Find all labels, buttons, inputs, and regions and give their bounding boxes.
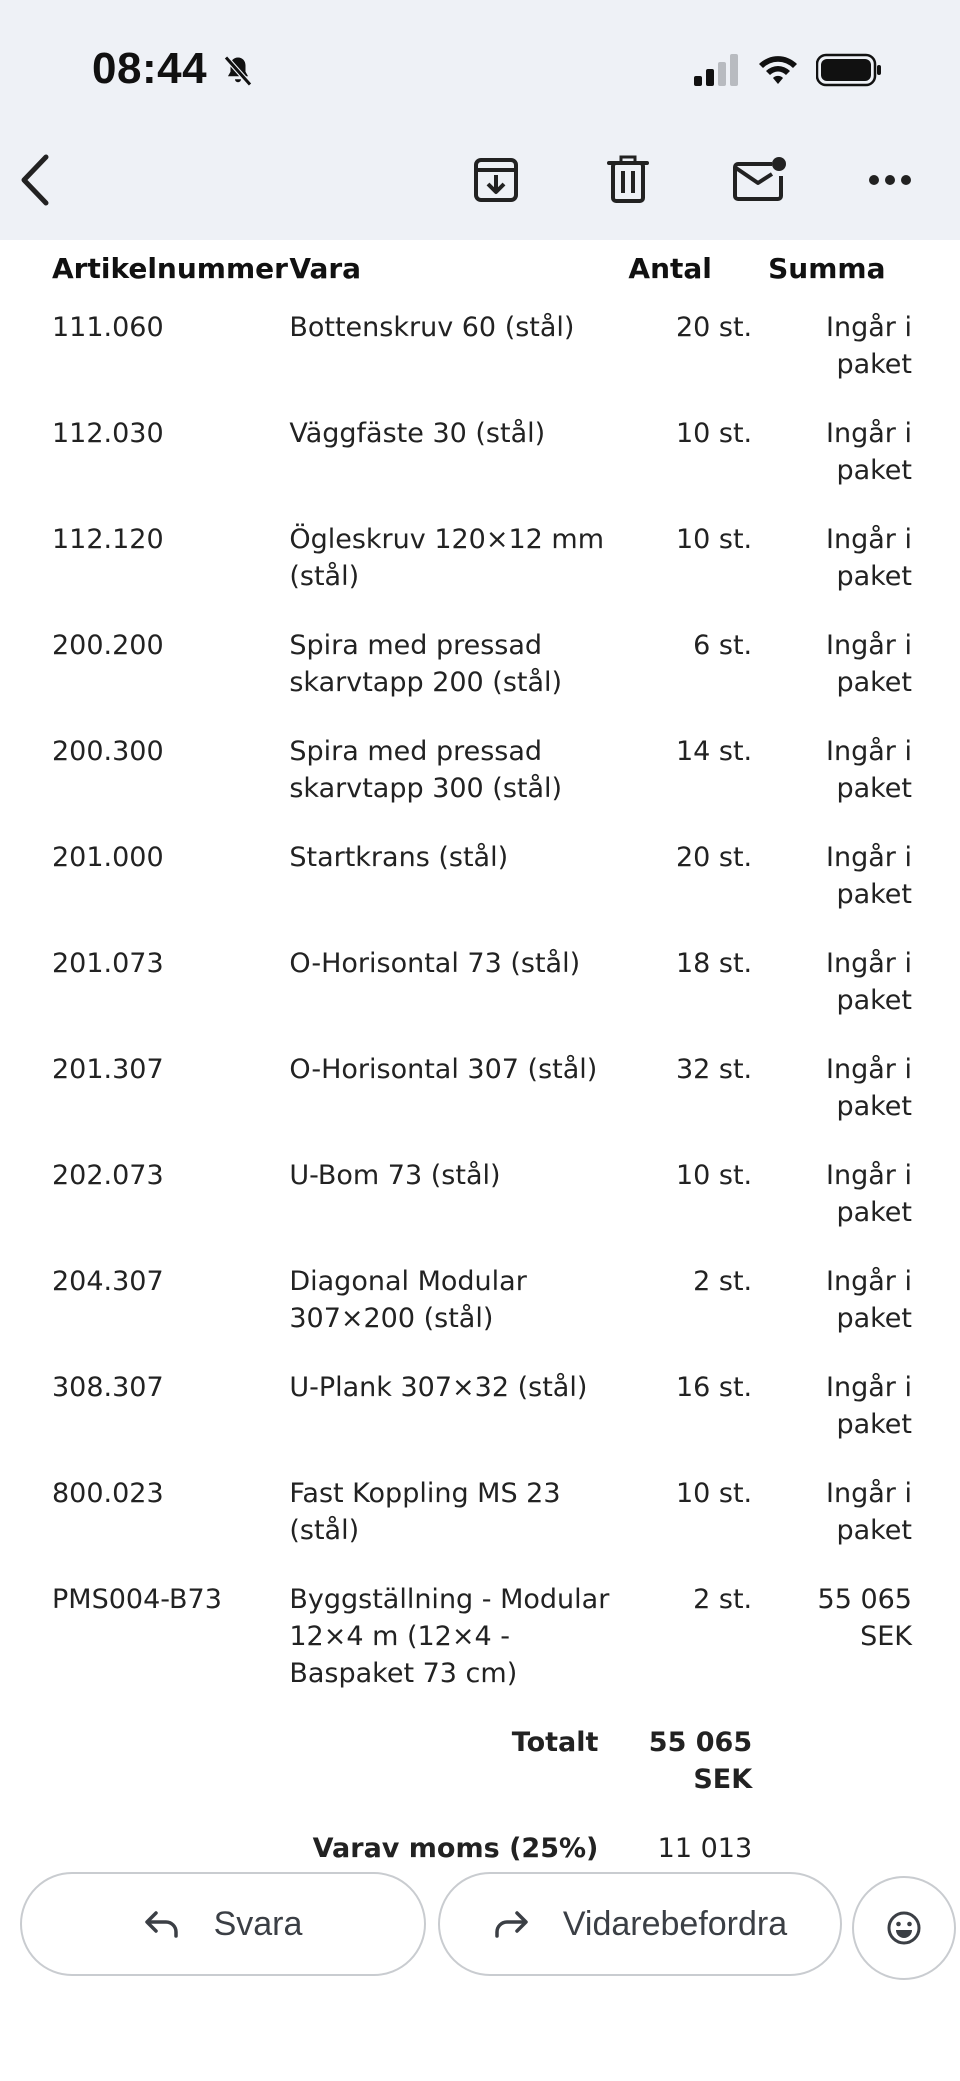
article-number: 111.060 [52, 312, 164, 343]
forward-label: Vidarebefordra [562, 1904, 788, 1943]
sum: Ingår i paket [826, 1054, 912, 1122]
article-number: 112.030 [52, 418, 164, 449]
article-number: 201.073 [52, 948, 164, 979]
trash-icon [606, 155, 650, 205]
delete-button[interactable] [598, 150, 658, 210]
total-row [52, 1718, 912, 1824]
back-button[interactable] [6, 150, 66, 210]
article-number: 201.000 [52, 842, 164, 873]
quantity: 10 st. [675, 418, 753, 449]
article-number: 200.200 [52, 630, 164, 661]
quantity: 2 st. [693, 1266, 753, 1297]
vat-label: Varav moms (25%) [312, 1833, 599, 1864]
quantity: 20 st. [675, 312, 753, 343]
table-row [52, 1363, 912, 1469]
table-row [52, 1045, 912, 1151]
item-name: Fast Koppling MS 23 (stål) [289, 1478, 561, 1546]
bell-muted-icon [220, 53, 256, 89]
battery-icon [816, 53, 882, 87]
article-number: 201.307 [52, 1054, 164, 1085]
sum: Ingår i paket [826, 524, 912, 592]
emoji-reaction-button[interactable] [852, 1876, 956, 1980]
item-name: U-Plank 307×32 (stål) [289, 1372, 588, 1403]
sum: Ingår i paket [826, 1372, 912, 1440]
sum: Ingår i paket [826, 736, 912, 804]
item-name: Startkrans (stål) [289, 842, 509, 873]
mark-unread-button[interactable] [730, 150, 790, 210]
sum: Ingår i paket [826, 1266, 912, 1334]
quantity: 10 st. [675, 524, 753, 555]
signal-icon [694, 54, 740, 86]
table-row [52, 303, 912, 409]
quantity: 10 st. [675, 1160, 753, 1191]
table-row [52, 515, 912, 621]
quantity: 2 st. [693, 1584, 753, 1615]
quantity: 10 st. [675, 1478, 753, 1509]
more-horizontal-icon [868, 174, 912, 186]
sum: Ingår i paket [826, 630, 912, 698]
quantity: 32 st. [675, 1054, 753, 1085]
item-name: O-Horisontal 307 (stål) [289, 1054, 598, 1085]
more-button[interactable] [860, 150, 920, 210]
reply-button[interactable] [20, 1872, 426, 1976]
wifi-icon [758, 54, 798, 86]
vat-value: 11 013 [657, 1833, 753, 1864]
item-name: U-Bom 73 (stål) [289, 1160, 501, 1191]
table-row [52, 833, 912, 939]
table-row [52, 621, 912, 727]
total-label: Totalt [511, 1727, 599, 1758]
table-header-row [52, 246, 912, 303]
table-row [52, 1469, 912, 1575]
item-name: Ögleskruv 120×12 mm (stål) [289, 524, 605, 592]
table-row [52, 1257, 912, 1363]
article-number: 308.307 [52, 1372, 164, 1403]
sum: Ingår i paket [826, 418, 912, 486]
item-name: Diagonal Modular 307×200 (stål) [289, 1266, 527, 1334]
archive-icon [472, 156, 520, 204]
total-value: 55 065 SEK [648, 1727, 753, 1795]
header-antal: Antal [628, 252, 712, 285]
header-artikelnummer: Artikelnummer [52, 252, 288, 285]
article-number: 112.120 [52, 524, 164, 555]
table-row [52, 1575, 912, 1718]
sum: Ingår i paket [826, 948, 912, 1016]
status-time: 08:44 [92, 44, 208, 93]
article-number: 800.023 [52, 1478, 164, 1509]
item-name: Byggställning - Modular 12×4 m (12×4 - Baspaket 73 cm) [289, 1584, 610, 1689]
forward-button[interactable] [438, 1872, 842, 1976]
emoji-icon [886, 1910, 922, 1946]
article-number: 204.307 [52, 1266, 164, 1297]
article-number: PMS004-B73 [52, 1584, 222, 1615]
reply-icon [144, 1909, 180, 1939]
item-name: Bottenskruv 60 (stål) [289, 312, 575, 343]
table-row [52, 409, 912, 515]
quantity: 6 st. [693, 630, 753, 661]
sum: Ingår i paket [826, 1160, 912, 1228]
sum: 55 065 SEK [817, 1584, 912, 1652]
item-name: Spira med pressad skarvtapp 200 (stål) [289, 630, 563, 698]
status-icons [694, 50, 882, 90]
reply-actions-bar [0, 1860, 960, 1990]
chevron-left-icon [16, 153, 56, 207]
sum: Ingår i paket [826, 1478, 912, 1546]
article-number: 202.073 [52, 1160, 164, 1191]
header-summa: Summa [768, 252, 886, 285]
item-name: Väggfäste 30 (stål) [289, 418, 546, 449]
item-name: Spira med pressad skarvtapp 300 (stål) [289, 736, 563, 804]
table-row [52, 727, 912, 833]
quantity: 16 st. [675, 1372, 753, 1403]
quantity: 14 st. [675, 736, 753, 767]
top-bar [0, 0, 960, 240]
archive-button[interactable] [466, 150, 526, 210]
quantity: 20 st. [675, 842, 753, 873]
sum: Ingår i paket [826, 842, 912, 910]
item-name: O-Horisontal 73 (stål) [289, 948, 581, 979]
sum: Ingår i paket [826, 312, 912, 380]
quantity: 18 st. [675, 948, 753, 979]
table-row [52, 939, 912, 1045]
header-vara: Vara [289, 252, 362, 285]
article-number: 200.300 [52, 736, 164, 767]
table-row [52, 1151, 912, 1257]
order-table [52, 246, 912, 1930]
reply-label: Svara [213, 1904, 303, 1943]
forward-icon [493, 1909, 529, 1939]
mail-unread-icon [732, 156, 788, 204]
